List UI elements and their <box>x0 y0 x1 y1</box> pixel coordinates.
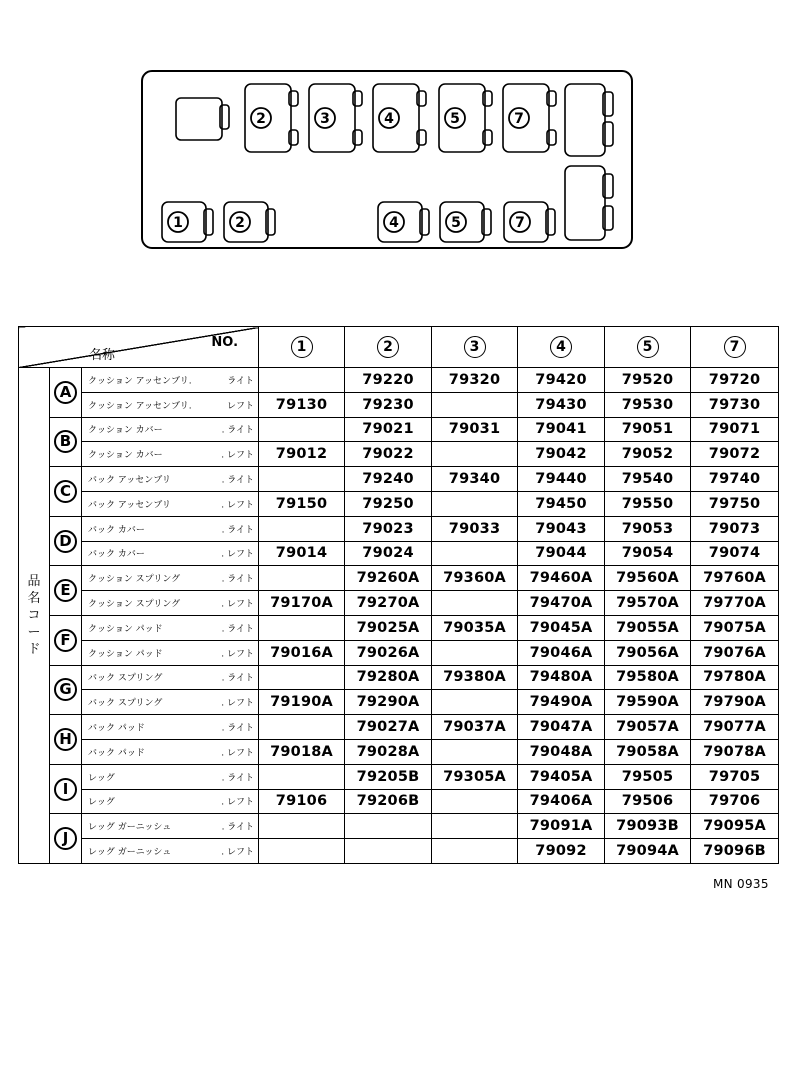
part-number-cell: 79077A <box>691 715 779 740</box>
column-header-5 <box>605 327 691 368</box>
part-number-cell: 79051 <box>605 417 691 442</box>
part-number-cell: 79028A <box>345 739 432 764</box>
table-row <box>19 516 779 541</box>
group-letter-cell <box>50 665 82 715</box>
parts-number-table <box>18 326 779 864</box>
side-bench-front <box>565 84 613 156</box>
seat-number-label: 5 <box>450 111 460 127</box>
part-name: クッション カバー <box>88 425 163 436</box>
part-side: . レフト <box>221 599 255 610</box>
part-side: . ライト <box>221 475 255 486</box>
part-side: . ライト <box>221 624 255 635</box>
part-number-cell <box>432 814 518 839</box>
part-number-cell: 79705 <box>691 764 779 789</box>
part-number-cell: 79033 <box>432 516 518 541</box>
part-number-cell: 79092 <box>518 839 605 864</box>
table-row <box>19 715 779 740</box>
front-seat-3 <box>309 84 362 152</box>
part-number-cell: 79490A <box>518 690 605 715</box>
part-number-cell: 79035A <box>432 615 518 640</box>
part-number-cell <box>432 839 518 864</box>
group-letter: D <box>54 530 77 553</box>
part-number-cell: 79460A <box>518 566 605 591</box>
part-number-cell: 79550 <box>605 491 691 516</box>
part-name-cell <box>82 541 259 566</box>
part-number-cell: 79170A <box>259 591 345 616</box>
part-name: バック パッド <box>88 748 145 759</box>
group-letter-cell <box>50 566 82 616</box>
part-number-cell: 79048A <box>518 739 605 764</box>
part-side: . ライト <box>221 773 255 784</box>
column-header-2 <box>345 327 432 368</box>
part-name: バック パッド <box>88 723 145 734</box>
part-number-cell: 79560A <box>605 566 691 591</box>
part-number-cell <box>259 467 345 492</box>
part-side: . ライト <box>221 525 255 536</box>
part-number-cell: 79058A <box>605 739 691 764</box>
part-side: . レフト <box>221 450 255 461</box>
part-number-cell: 79220 <box>345 368 432 393</box>
group-letter-cell <box>50 715 82 765</box>
part-number-cell: 79780A <box>691 665 779 690</box>
side-bench-rear <box>565 166 613 240</box>
part-number-cell: 79706 <box>691 789 779 814</box>
part-name: バック アッセンブリ <box>88 475 171 486</box>
part-number-cell: 79096B <box>691 839 779 864</box>
part-side: . レフト <box>221 797 255 808</box>
part-number-cell: 79042 <box>518 442 605 467</box>
part-number-cell <box>432 392 518 417</box>
column-number: 3 <box>464 336 486 358</box>
seat-number-label: 7 <box>515 215 525 231</box>
group-letter-cell <box>50 368 82 418</box>
part-number-cell: 79580A <box>605 665 691 690</box>
front-seat-2 <box>245 84 298 152</box>
part-number-cell: 79750 <box>691 491 779 516</box>
part-number-cell: 79076A <box>691 640 779 665</box>
part-number-cell <box>259 368 345 393</box>
part-number-cell: 79043 <box>518 516 605 541</box>
part-name: レッグ <box>88 773 115 784</box>
part-name-cell <box>82 417 259 442</box>
group-letter: I <box>54 778 77 801</box>
part-side: . ライト <box>221 574 255 585</box>
table-row <box>19 442 779 467</box>
table-row <box>19 566 779 591</box>
part-number-cell: 79250 <box>345 491 432 516</box>
part-number-cell: 79055A <box>605 615 691 640</box>
part-number-cell <box>259 615 345 640</box>
part-side: . レフト <box>221 500 255 511</box>
part-number-cell: 79047A <box>518 715 605 740</box>
part-name-cell <box>82 615 259 640</box>
column-header-7 <box>691 327 779 368</box>
part-number-cell: 79380A <box>432 665 518 690</box>
part-number-cell <box>345 839 432 864</box>
front-seat-5 <box>439 84 492 152</box>
part-code-side-label <box>19 368 50 864</box>
part-name-cell <box>82 789 259 814</box>
part-number-cell <box>432 789 518 814</box>
part-side: . レフト <box>221 847 255 858</box>
driver-seat <box>176 98 229 140</box>
part-name: バック アッセンブリ <box>88 500 171 511</box>
part-number-cell <box>259 764 345 789</box>
part-number-cell: 79730 <box>691 392 779 417</box>
part-number-cell: 79206B <box>345 789 432 814</box>
part-number-cell: 79470A <box>518 591 605 616</box>
part-name: クッション アッセンブリ. <box>88 376 192 387</box>
part-number-cell: 79540 <box>605 467 691 492</box>
part-side: . レフト <box>221 649 255 660</box>
part-number-cell <box>259 566 345 591</box>
front-seat-7 <box>503 84 556 152</box>
part-number-cell: 79290A <box>345 690 432 715</box>
seat-number-label: 4 <box>389 215 399 231</box>
table-row <box>19 417 779 442</box>
part-number-cell: 79770A <box>691 591 779 616</box>
part-number-cell <box>432 541 518 566</box>
part-side: . ライト <box>221 425 255 436</box>
part-number-cell: 79075A <box>691 615 779 640</box>
part-name-cell <box>82 839 259 864</box>
table-row <box>19 368 779 393</box>
seat-number-label: 4 <box>384 111 394 127</box>
part-side: レフト <box>227 401 255 412</box>
part-number-cell <box>259 814 345 839</box>
part-number-cell: 79320 <box>432 368 518 393</box>
part-number-cell: 79530 <box>605 392 691 417</box>
part-name-cell <box>82 640 259 665</box>
group-letter-cell <box>50 516 82 566</box>
part-number-cell <box>259 665 345 690</box>
part-number-cell: 79305A <box>432 764 518 789</box>
group-letter: H <box>54 728 77 751</box>
column-number: 1 <box>291 336 313 358</box>
part-number-cell: 79022 <box>345 442 432 467</box>
part-name: クッション スプリング <box>88 574 181 585</box>
part-side: . ライト <box>221 673 255 684</box>
part-number-cell: 79045A <box>518 615 605 640</box>
seat-number-label: 2 <box>235 215 245 231</box>
part-number-cell: 79052 <box>605 442 691 467</box>
part-number-cell <box>432 591 518 616</box>
table-row <box>19 789 779 814</box>
part-number-cell: 79018A <box>259 739 345 764</box>
group-letter: J <box>54 827 77 850</box>
table-row <box>19 640 779 665</box>
part-name-cell <box>82 392 259 417</box>
column-header-1 <box>259 327 345 368</box>
part-number-cell <box>432 442 518 467</box>
part-name-cell <box>82 566 259 591</box>
part-number-cell: 79041 <box>518 417 605 442</box>
side-label-char: ー <box>27 625 41 640</box>
column-header-3 <box>432 327 518 368</box>
part-number-cell: 79360A <box>432 566 518 591</box>
part-number-cell: 79027A <box>345 715 432 740</box>
part-number-cell: 79440 <box>518 467 605 492</box>
header-corner-cell <box>19 327 259 368</box>
part-number-cell: 79790A <box>691 690 779 715</box>
part-number-cell: 79406A <box>518 789 605 814</box>
part-number-cell: 79056A <box>605 640 691 665</box>
part-name-cell <box>82 516 259 541</box>
part-number-cell <box>432 739 518 764</box>
seat-layout-diagram <box>0 0 792 300</box>
part-name-cell <box>82 814 259 839</box>
part-name-cell <box>82 491 259 516</box>
part-name-cell <box>82 764 259 789</box>
part-name: バック カバー <box>88 525 145 536</box>
part-number-cell: 79031 <box>432 417 518 442</box>
table-row <box>19 615 779 640</box>
part-number-cell: 79026A <box>345 640 432 665</box>
part-number-cell: 79520 <box>605 368 691 393</box>
front-seat-4 <box>373 84 426 152</box>
part-number-cell: 79091A <box>518 814 605 839</box>
table-row <box>19 690 779 715</box>
column-number: 2 <box>377 336 399 358</box>
part-number-cell: 79205B <box>345 764 432 789</box>
part-number-cell: 79480A <box>518 665 605 690</box>
part-number-cell: 79240 <box>345 467 432 492</box>
part-side: . レフト <box>221 748 255 759</box>
part-number-cell: 79405A <box>518 764 605 789</box>
part-number-cell <box>259 715 345 740</box>
rear-seat-2 <box>224 202 275 242</box>
part-number-cell: 79057A <box>605 715 691 740</box>
header-no-label: NO. <box>211 335 239 350</box>
part-number-cell: 79023 <box>345 516 432 541</box>
column-number: 7 <box>724 336 746 358</box>
part-name-cell <box>82 715 259 740</box>
side-label-char: 名 <box>27 591 41 606</box>
column-header-4 <box>518 327 605 368</box>
part-number-cell: 79074 <box>691 541 779 566</box>
group-letter: C <box>54 480 77 503</box>
seat-number-label: 3 <box>320 111 330 127</box>
part-number-cell: 79044 <box>518 541 605 566</box>
table-row <box>19 814 779 839</box>
side-label-char: コ <box>27 608 41 623</box>
part-number-cell: 79046A <box>518 640 605 665</box>
part-number-cell: 79340 <box>432 467 518 492</box>
part-name-cell <box>82 467 259 492</box>
seat-number-label: 1 <box>173 215 183 231</box>
rear-seat-1 <box>162 202 213 242</box>
group-letter-cell <box>50 764 82 814</box>
rear-seat-7 <box>504 202 555 242</box>
part-number-cell: 79025A <box>345 615 432 640</box>
part-number-cell: 79071 <box>691 417 779 442</box>
part-number-cell <box>259 839 345 864</box>
part-side: . レフト <box>221 698 255 709</box>
part-number-cell: 79072 <box>691 442 779 467</box>
part-number-cell: 79280A <box>345 665 432 690</box>
group-letter: F <box>54 629 77 652</box>
part-side: . レフト <box>221 549 255 560</box>
part-name: クッション カバー <box>88 450 163 461</box>
group-letter-cell <box>50 417 82 467</box>
part-number-cell <box>259 516 345 541</box>
table-row <box>19 392 779 417</box>
part-number-cell: 79037A <box>432 715 518 740</box>
part-number-cell <box>432 690 518 715</box>
column-number: 5 <box>637 336 659 358</box>
part-side: . ライト <box>221 723 255 734</box>
header-name-label: 名称 <box>89 348 116 363</box>
table-row <box>19 739 779 764</box>
rear-seat-4 <box>378 202 429 242</box>
group-letter: E <box>54 579 77 602</box>
part-number-cell: 79570A <box>605 591 691 616</box>
part-number-cell: 79190A <box>259 690 345 715</box>
part-number-cell: 79590A <box>605 690 691 715</box>
part-number-cell: 79270A <box>345 591 432 616</box>
part-number-cell: 79150 <box>259 491 345 516</box>
part-name: レッグ ガーニッシュ <box>88 847 172 858</box>
part-number-cell: 79012 <box>259 442 345 467</box>
part-name: バック スプリング <box>88 698 163 709</box>
table-row <box>19 541 779 566</box>
part-name: クッション パッド <box>88 649 163 660</box>
part-name-cell <box>82 442 259 467</box>
part-name-cell <box>82 690 259 715</box>
seat-number-label: 7 <box>514 111 524 127</box>
figure-code: MN 0935 <box>713 877 769 891</box>
part-name: クッション アッセンブリ. <box>88 401 192 412</box>
part-number-cell: 79740 <box>691 467 779 492</box>
part-number-cell: 79016A <box>259 640 345 665</box>
part-number-cell: 79450 <box>518 491 605 516</box>
part-number-cell <box>345 814 432 839</box>
part-name: レッグ <box>88 797 115 808</box>
table-row <box>19 665 779 690</box>
part-number-cell: 79130 <box>259 392 345 417</box>
group-letter: G <box>54 678 77 701</box>
rear-seat-5 <box>440 202 491 242</box>
part-name-cell <box>82 368 259 393</box>
part-side: ライト <box>227 376 255 387</box>
group-letter: A <box>54 381 77 404</box>
part-number-cell: 79505 <box>605 764 691 789</box>
table-row <box>19 467 779 492</box>
part-number-cell: 79054 <box>605 541 691 566</box>
group-letter-cell <box>50 467 82 517</box>
part-name-cell <box>82 591 259 616</box>
table-row <box>19 491 779 516</box>
part-name: バック スプリング <box>88 673 163 684</box>
part-number-cell: 79720 <box>691 368 779 393</box>
column-number: 4 <box>550 336 572 358</box>
part-number-cell <box>432 491 518 516</box>
part-name: クッション スプリング <box>88 599 181 610</box>
group-letter-cell <box>50 615 82 665</box>
part-number-cell: 79506 <box>605 789 691 814</box>
part-number-cell: 79073 <box>691 516 779 541</box>
part-number-cell <box>259 417 345 442</box>
part-number-cell: 79420 <box>518 368 605 393</box>
side-label-char: ド <box>27 642 41 657</box>
part-number-cell: 79760A <box>691 566 779 591</box>
side-label-char: 品 <box>27 574 41 589</box>
seat-number-label: 5 <box>451 215 461 231</box>
table-row <box>19 839 779 864</box>
part-number-cell: 79093B <box>605 814 691 839</box>
group-letter: B <box>54 430 77 453</box>
part-number-cell: 79106 <box>259 789 345 814</box>
part-number-cell: 79014 <box>259 541 345 566</box>
part-number-cell <box>432 640 518 665</box>
part-name-cell <box>82 665 259 690</box>
part-number-cell: 79094A <box>605 839 691 864</box>
part-number-cell: 79021 <box>345 417 432 442</box>
part-name: レッグ ガーニッシュ <box>88 822 172 833</box>
part-number-cell: 79430 <box>518 392 605 417</box>
part-number-cell: 79230 <box>345 392 432 417</box>
part-name: バック カバー <box>88 549 145 560</box>
part-name: クッション パッド <box>88 624 163 635</box>
part-number-cell: 79260A <box>345 566 432 591</box>
table-row <box>19 591 779 616</box>
part-name-cell <box>82 739 259 764</box>
seat-number-label: 2 <box>256 111 266 127</box>
part-number-cell: 79053 <box>605 516 691 541</box>
table-row <box>19 764 779 789</box>
group-letter-cell <box>50 814 82 864</box>
part-number-cell: 79078A <box>691 739 779 764</box>
part-number-cell: 79095A <box>691 814 779 839</box>
table-header-row <box>19 327 779 368</box>
part-side: . ライト <box>221 822 255 833</box>
part-number-cell: 79024 <box>345 541 432 566</box>
